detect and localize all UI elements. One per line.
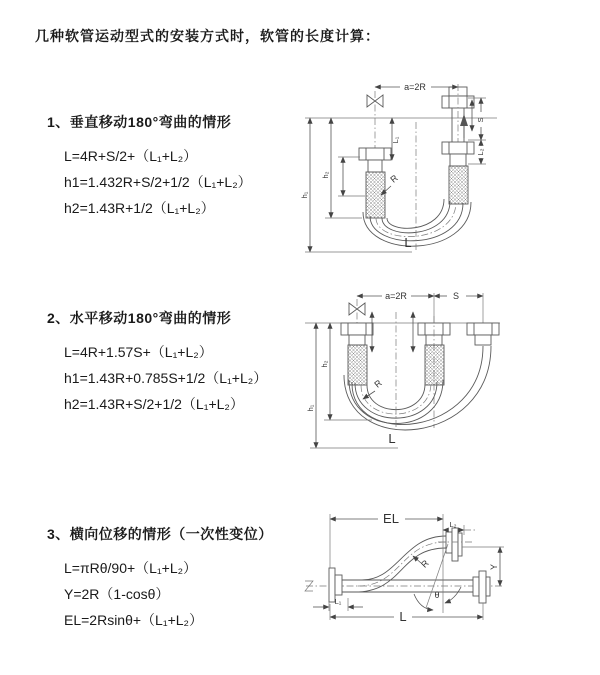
diagram-horizontal-180-bend [305, 291, 500, 448]
formula-h2: h2=1.43R+1/2（L₁+L₂） [64, 200, 215, 216]
dim-label-h1: h₁ [300, 191, 309, 199]
dim-label-h2: h₂ [321, 171, 330, 179]
dim-label-l1: L₁ [391, 136, 400, 144]
formula-length: L=4R+1.57S+（L₁+L₂） [64, 344, 213, 360]
dim-label-s: S [452, 291, 460, 301]
dim-label-h2: h₂ [320, 360, 329, 368]
dim-label-h1: h₁ [306, 404, 315, 412]
section-1-heading: 1、垂直移动180°弯曲的情形 [47, 114, 232, 130]
dim-label-a2r: a=2R [385, 291, 407, 301]
section-3-heading: 3、横向位移的情形（一次性变位） [47, 526, 273, 542]
dim-label-l1: L₁ [334, 597, 342, 606]
hose-braid [425, 345, 444, 385]
dim-label-l2: L₂ [449, 520, 457, 529]
formula-h1: h1=1.432R+S/2+1/2（L₁+L₂） [64, 174, 252, 190]
hose-braid [449, 166, 468, 204]
formula-length: L=πRθ/90+（L₁+L₂） [64, 560, 198, 576]
length-label: L [388, 431, 396, 446]
page-title: 几种软管运动型式的安装方式时，软管的长度计算： [35, 28, 380, 44]
dim-label-a2r: a=2R [404, 82, 426, 92]
length-label: L [404, 235, 412, 250]
dim-label-y: Y [489, 563, 499, 571]
formula-length: L=4R+S/2+（L₁+L₂） [64, 148, 198, 164]
formula-y: Y=2R（1-cosθ） [64, 586, 170, 602]
formula-h1: h1=1.43R+0.785S+1/2（L₁+L₂） [64, 370, 268, 386]
hose-braid [366, 172, 385, 218]
formula-el: EL=2Rsinθ+（L₁+L₂） [64, 612, 203, 628]
movement-arrow-icon [460, 114, 468, 126]
dim-label-l: L [399, 609, 407, 624]
flange [452, 528, 458, 561]
radius-label: R [372, 377, 384, 390]
diagram-lateral-displacement [305, 511, 504, 624]
flange [479, 571, 486, 603]
dim-label-l2: L₂ [476, 148, 485, 156]
radius-label: R [388, 172, 400, 185]
dim-label-s: S [476, 117, 485, 123]
diagram-vertical-180-bend [300, 82, 497, 252]
hose-braid [348, 345, 367, 385]
formula-h2: h2=1.43R+S/2+1/2（L₁+L₂） [64, 396, 244, 412]
dim-label-el: EL [383, 511, 399, 526]
section-2-heading: 2、水平移动180°弯曲的情形 [47, 310, 232, 326]
radius-label: R [419, 558, 431, 570]
angle-label: θ [434, 590, 440, 600]
